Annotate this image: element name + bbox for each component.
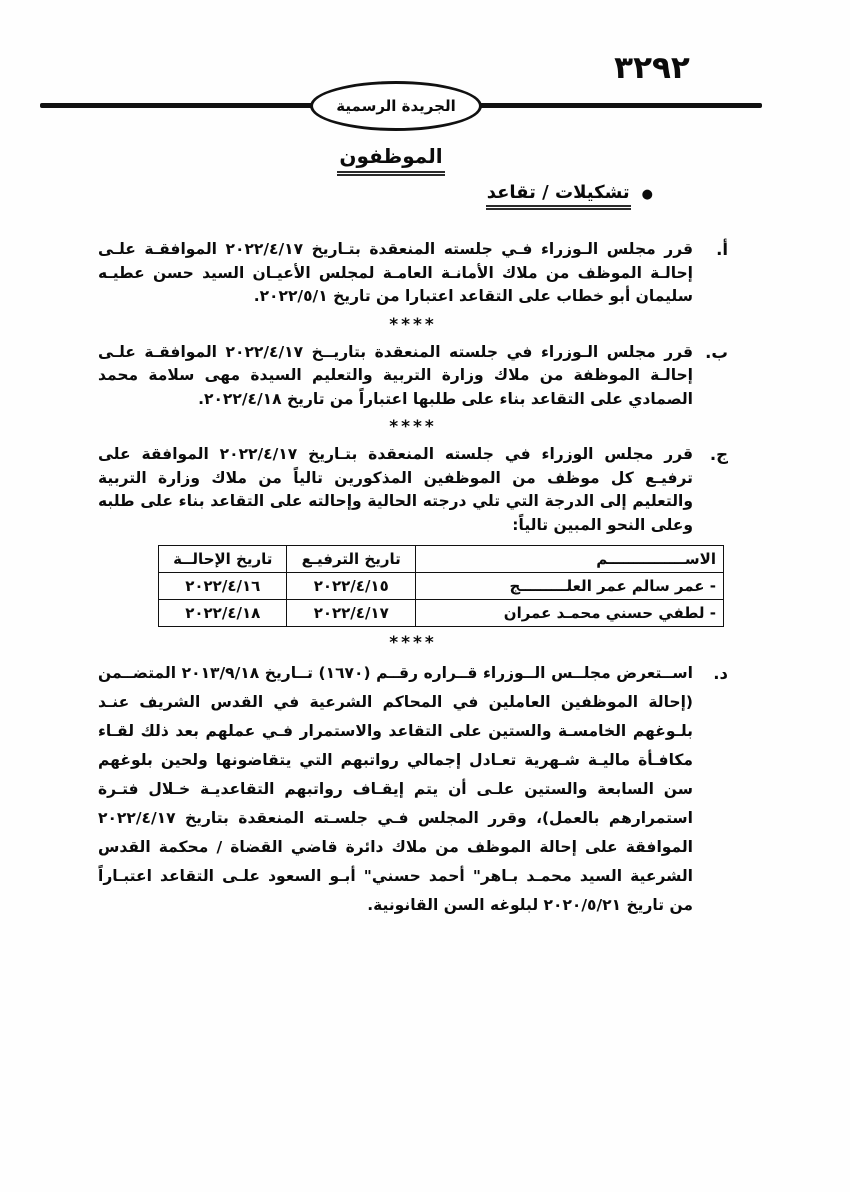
- table-header-referral-date: تاريخ الإحالــة: [159, 546, 287, 573]
- promotion-retirement-table: [158, 545, 724, 627]
- item-marker: د.: [713, 664, 728, 683]
- decision-item-c: [98, 443, 728, 537]
- decision-item-a: [98, 238, 728, 309]
- decisions-list: [98, 238, 728, 920]
- employee-name: - لطفي حسني محمـد عمران: [415, 600, 723, 627]
- item-text: قرر مجلس الوزراء في جلسته المنعقدة بتـاريخ ٢٠٢٢/٤/١٧ الموافقة على ترفيـع كل موظف من الموظفين المذكورين تالياً من ملاك وزارة التربية والتعليم إلى الدرجة التي تلي درجته الحالية وإحالته على التقاعد بناء على طلبه وعلى النحو المبين تالياً:: [98, 445, 693, 534]
- item-text: قرر مجلس الـوزراء فـي جلسته المنعقدة بتـاريخ ٢٠٢٢/٤/١٧ الموافقـة علـى إحالـة الموظف من ملاك الأمانـة العامـة لمجلس الأعيـان السيد حسن عطيـه سليمان أبو خطاب على التقاعد اعتبارا من تاريخ ٢٠٢٢/٥/١.: [98, 240, 694, 305]
- gazette-seal: [310, 81, 482, 131]
- section-separator: ****: [389, 633, 437, 653]
- table-header-promotion-date: تاريخ الترفيـع: [287, 546, 415, 573]
- item-text: قرر مجلس الـوزراء في جلسته المنعقدة بتاريــخ ٢٠٢٢/٤/١٧ الموافقـة علـى إحالـة الموظفة من ملاك وزارة التربية والتعليم السيدة مهى سلامة محمد الصمادي على التقاعد بناء على طلبها اعتباراً من تاريخ ٢٠٢٢/٤/١٨.: [98, 342, 694, 408]
- section-separator: ****: [389, 417, 437, 437]
- promotion-date: ٢٠٢٢/٤/١٥: [287, 573, 415, 600]
- referral-date: ٢٠٢٢/٤/١٦: [159, 573, 287, 600]
- decision-item-b: [98, 341, 728, 412]
- table-header-name: الاســـــــــــــــم: [415, 546, 723, 573]
- table-row: [159, 573, 724, 600]
- section-subtitle: [428, 182, 653, 210]
- item-text: اســتعرض مجلــس الــوزراء قــراره رقــم (١٦٧٠) تــاريخ ٢٠١٣/٩/١٨ المتضــمن (إحالة الموظفين العاملين في المحاكم الشرعية في القدس الشريف عنـد بلـوغهم الخامسـة والستين على التقاعد والاستمرار فـي عملهم بعد ذلك لقـاء مكافـأة ماليـة شـهرية تعـادل إجمالي رواتبهم التي يتقاضونها ولحين بلوغهم سن السابعة والستين علـى أن يتم إيقـاف رواتبهم التقاعديـة خـلال فتـرة استمرارهم بالعمل)، وقرر المجلس فـي جلسـته المنعقدة بتاريخ ٢٠٢٢/٤/١٧ الموافقة على إحالة الموظف من ملاك دائرة قاضي القضاة / محكمة القدس الشرعية السيد محمـد بـاهر" أحمد حسني" أبـو السعود علـى التقاعد اعتبـاراً من تاريخ ٢٠٢٠/٥/٢١ لبلوغه السن القانونية.: [98, 664, 693, 914]
- section-title: [0, 144, 782, 176]
- section-separator: ****: [389, 314, 437, 335]
- bullet-dot-icon: ●: [641, 187, 653, 202]
- page-number: ٣٢٩٢: [614, 50, 690, 86]
- referral-date: ٢٠٢٢/٤/١٨: [159, 600, 287, 627]
- item-marker: أ.: [716, 240, 728, 259]
- item-marker: ج.: [709, 445, 728, 464]
- section-title-text: الموظفون: [337, 144, 444, 176]
- table-header-row: [159, 546, 724, 573]
- decision-item-d: [98, 659, 728, 920]
- promotion-date: ٢٠٢٢/٤/١٧: [287, 600, 415, 627]
- section-subtitle-text: تشكيلات / تقاعد: [486, 182, 631, 210]
- table-row: [159, 600, 724, 627]
- item-marker: ب.: [705, 342, 728, 362]
- gazette-label: الجريدة الرسمية: [336, 97, 456, 115]
- employee-name: - عمر سالم عمر العلـــــــــج: [415, 573, 723, 600]
